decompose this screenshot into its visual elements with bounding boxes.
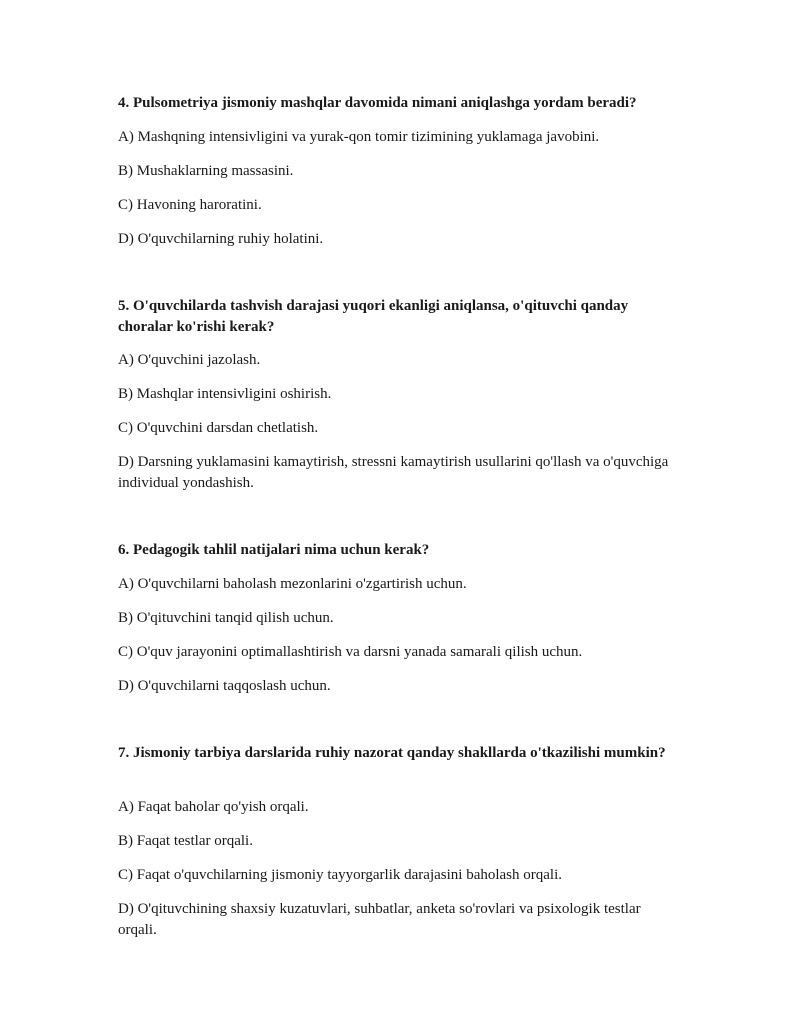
- question-7: [118, 743, 678, 764]
- question-4-option-b: [118, 161, 678, 182]
- question-5-option-c: [118, 418, 678, 439]
- answer-option: C) O'quvchini darsdan chetlatish.: [118, 420, 319, 436]
- question-7-option-a: [118, 797, 678, 818]
- question-5-option-b: [118, 384, 678, 405]
- question-title: 4. Pulsometriya jismoniy mashqlar davomida nimani aniqlashga yordam beradi?: [118, 95, 637, 111]
- answer-option: D) O'quvchilarni taqqoslash uchun.: [118, 678, 331, 694]
- question-5: [118, 296, 678, 338]
- answer-option: C) O'quv jarayonini optimallashtirish va darsni yanada samarali qilish uchun.: [118, 644, 583, 660]
- question-7-option-c: [118, 865, 678, 886]
- answer-option: D) O'quvchilarning ruhiy holatini.: [118, 231, 324, 247]
- question-4-option-a: [118, 127, 678, 148]
- question-6-option-a: [118, 574, 678, 595]
- question-6-option-c: [118, 642, 678, 663]
- answer-option: D) Darsning yuklamasini kamaytirish, stressni kamaytirish usullarini qo'llash va o'quvchiga individual yondashish.: [118, 454, 669, 491]
- question-5-option-d: [118, 452, 678, 494]
- question-7-option-b: [118, 831, 678, 852]
- answer-option: A) O'quvchilarni baholash mezonlarini o'zgartirish uchun.: [118, 576, 467, 592]
- answer-option: C) Faqat o'quvchilarning jismoniy tayyorgarlik darajasini baholash orqali.: [118, 867, 563, 883]
- answer-option: A) Mashqning intensivligini va yurak-qon tomir tizimining yuklamaga javobini.: [118, 129, 600, 145]
- question-6-option-b: [118, 608, 678, 629]
- question-6: [118, 540, 678, 561]
- answer-option: C) Havoning haroratini.: [118, 197, 262, 213]
- question-4-option-d: [118, 229, 678, 250]
- answer-option: A) O'quvchini jazolash.: [118, 352, 261, 368]
- answer-option: B) O'qituvchini tanqid qilish uchun.: [118, 610, 334, 626]
- question-title: 6. Pedagogik tahlil natijalari nima uchun kerak?: [118, 542, 430, 558]
- question-title: 7. Jismoniy tarbiya darslarida ruhiy nazorat qanday shakllarda o'tkazilishi mumkin?: [118, 745, 666, 761]
- answer-option: B) Mashqlar intensivligini oshirish.: [118, 386, 332, 402]
- question-4-option-c: [118, 195, 678, 216]
- answer-option: D) O'qituvchining shaxsiy kuzatuvlari, suhbatlar, anketa so'rovlari va psixologik testlar orqali.: [118, 901, 641, 938]
- answer-option: B) Faqat testlar orqali.: [118, 833, 253, 849]
- question-6-option-d: [118, 676, 678, 697]
- answer-option: B) Mushaklarning massasini.: [118, 163, 294, 179]
- question-5-option-a: [118, 350, 678, 371]
- question-4: [118, 93, 678, 114]
- question-7-option-d: [118, 899, 678, 941]
- question-title: 5. O'quvchilarda tashvish darajasi yuqori ekanligi aniqlansa, o'qituvchi qanday choralar ko'rishi kerak?: [118, 298, 629, 335]
- answer-option: A) Faqat baholar qo'yish orqali.: [118, 799, 309, 815]
